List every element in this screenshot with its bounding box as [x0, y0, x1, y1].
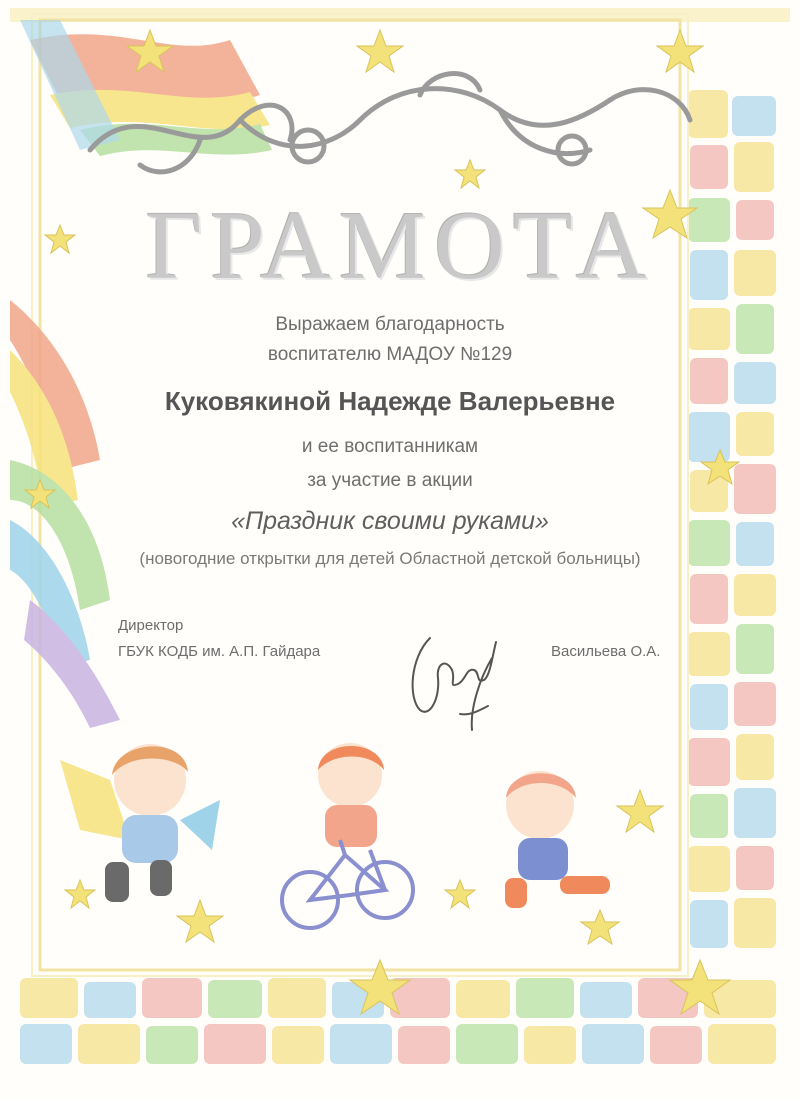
certificate-heading: ГРАМОТА: [145, 192, 655, 300]
event-note: (новогодние открытки для детей Областной детской больницы): [139, 549, 641, 568]
child-bicycle: [282, 743, 413, 928]
signatory-title: Директор: [118, 617, 184, 634]
handwritten-signature: [400, 618, 510, 738]
child-left: [105, 744, 220, 902]
bicycle-icon: [282, 840, 413, 928]
gratitude-line: Выражаем благодарность: [275, 314, 505, 335]
event-title: «Праздник своими руками»: [231, 507, 549, 535]
child-right: [505, 771, 610, 908]
recipient-name: Куковякиной Надежде Валерьевне: [164, 386, 616, 416]
recipient-position: воспитателю МАДОУ №129: [267, 344, 513, 365]
signatory-name: Васильева О.А.: [551, 643, 661, 660]
signatory-organization: ГБУК КОДБ им. А.П. Гайдара: [118, 643, 321, 660]
pupils-line: и ее воспитанникам: [301, 436, 479, 457]
participation-line: за участие в акции: [307, 470, 473, 491]
